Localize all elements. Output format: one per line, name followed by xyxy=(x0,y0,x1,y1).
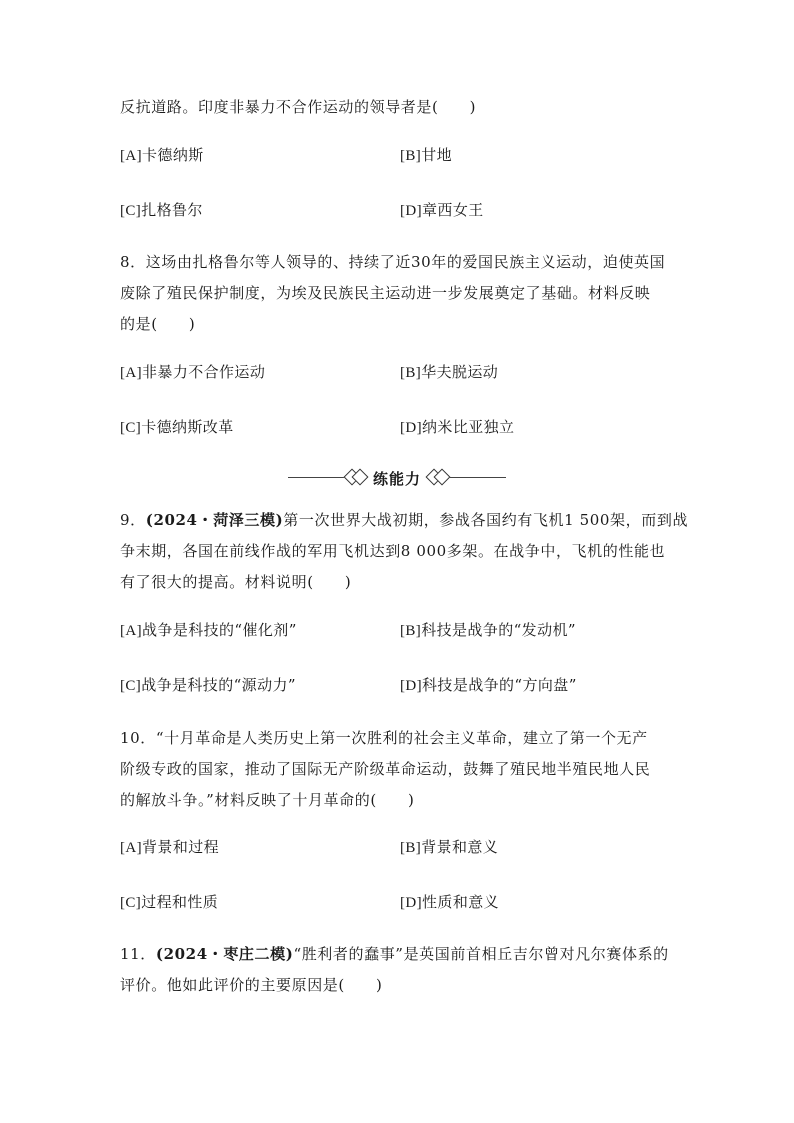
q8-number: 8． xyxy=(120,253,146,271)
q10-stem-line-3: 的解放斗争。”材料反映了十月革命的( ) xyxy=(120,791,415,809)
option-text: 战争是科技的“源动力” xyxy=(141,676,296,694)
option-letter: [B] xyxy=(400,623,422,639)
option-text: 战争是科技的“催化剂” xyxy=(142,621,297,639)
option-letter: [C] xyxy=(120,420,142,436)
q8-option-a[interactable] xyxy=(120,362,265,383)
q10-number: 10． xyxy=(120,729,156,747)
q10-option-a[interactable] xyxy=(120,837,219,858)
q11-stem-line-2: 评价。他如此评价的主要原因是( ) xyxy=(120,976,383,994)
option-letter: [D] xyxy=(400,203,423,219)
q8-option-c[interactable] xyxy=(120,417,234,438)
option-letter: [D] xyxy=(400,420,423,436)
q8-stem-text: 这场由扎格鲁尔等人领导的、持续了近30年的爱国民族主义运动，迫使英国 xyxy=(145,253,666,271)
option-letter: [D] xyxy=(400,895,423,911)
option-letter: [A] xyxy=(120,840,143,856)
q9-source: (2024・菏泽三模) xyxy=(145,511,284,529)
option-letter: [A] xyxy=(120,148,143,164)
q8-stem-line-1 xyxy=(120,252,680,272)
option-letter: [B] xyxy=(400,365,422,381)
q9-option-a[interactable] xyxy=(120,620,297,641)
q7-option-c[interactable] xyxy=(120,200,203,221)
divider-rule-right xyxy=(450,477,506,478)
option-letter: [B] xyxy=(400,148,422,164)
option-text: 卡德纳斯改革 xyxy=(141,418,234,436)
option-text: 甘地 xyxy=(421,146,453,164)
section-title: 练能力 xyxy=(372,470,421,488)
option-text: 过程和性质 xyxy=(141,893,219,911)
q9-number: 9． xyxy=(120,511,146,529)
option-text: 非暴力不合作运动 xyxy=(142,363,266,381)
q10-stem-text: “十月革命是人类历史上第一次胜利的社会主义革命，建立了第一个无产 xyxy=(155,729,648,747)
option-text: 卡德纳斯 xyxy=(142,146,204,164)
option-text: 科技是战争的“方向盘” xyxy=(422,676,577,694)
option-text: 纳米比亚独立 xyxy=(422,418,515,436)
q10-stem-line-2: 阶级专政的国家，推动了国际无产阶级革命运动，鼓舞了殖民地半殖民地人民 xyxy=(120,760,651,778)
q7-option-d[interactable] xyxy=(400,200,484,221)
option-text: 章西女王 xyxy=(422,201,484,219)
option-letter: [C] xyxy=(120,203,142,219)
q8-option-d[interactable] xyxy=(400,417,514,438)
option-letter: [B] xyxy=(400,840,422,856)
option-text: 性质和意义 xyxy=(422,893,500,911)
option-letter: [D] xyxy=(400,678,423,694)
section-divider xyxy=(288,467,506,489)
q10-option-c[interactable] xyxy=(120,892,218,913)
q8-stem-line-3: 的是( ) xyxy=(120,315,196,333)
q11-stem-text: “胜利者的蠢事”是英国前首相丘吉尔曾对凡尔赛体系的 xyxy=(293,945,669,963)
q9-stem-line-2: 争末期，各国在前线作战的军用飞机达到8 000多架。在战争中，飞机的性能也 xyxy=(120,542,666,560)
q11-number: 11． xyxy=(120,945,156,963)
q10-stem-line-1 xyxy=(120,728,680,748)
option-text: 背景和意义 xyxy=(421,838,499,856)
q11-stem-line-1 xyxy=(120,944,680,964)
option-text: 华夫脱运动 xyxy=(421,363,499,381)
q8-stem-line-2: 废除了殖民保护制度，为埃及民族民主运动进一步发展奠定了基础。材料反映 xyxy=(120,284,651,302)
q11-source: (2024・枣庄二模) xyxy=(155,945,294,963)
q9-option-d[interactable] xyxy=(400,675,577,696)
option-letter: [A] xyxy=(120,365,143,381)
q9-option-b[interactable] xyxy=(400,620,576,641)
q9-stem-text: 第一次世界大战初期，参战各国约有飞机1 500架，而到战 xyxy=(283,511,689,529)
q8-option-b[interactable] xyxy=(400,362,498,383)
q7-stem-line-1: 反抗道路。印度非暴力不合作运动的领导者是( ) xyxy=(120,98,477,116)
q10-option-b[interactable] xyxy=(400,837,498,858)
option-text: 科技是战争的“发动机” xyxy=(421,621,576,639)
option-letter: [C] xyxy=(120,678,142,694)
option-text: 背景和过程 xyxy=(142,838,220,856)
q7-option-b[interactable] xyxy=(400,145,452,166)
option-letter: [C] xyxy=(120,895,142,911)
q10-option-d[interactable] xyxy=(400,892,499,913)
q9-option-c[interactable] xyxy=(120,675,296,696)
option-text: 扎格鲁尔 xyxy=(141,201,203,219)
q9-stem-line-3: 有了很大的提高。材料说明( ) xyxy=(120,573,352,591)
q7-option-a[interactable] xyxy=(120,145,204,166)
option-letter: [A] xyxy=(120,623,143,639)
q9-stem-line-1 xyxy=(120,510,689,530)
